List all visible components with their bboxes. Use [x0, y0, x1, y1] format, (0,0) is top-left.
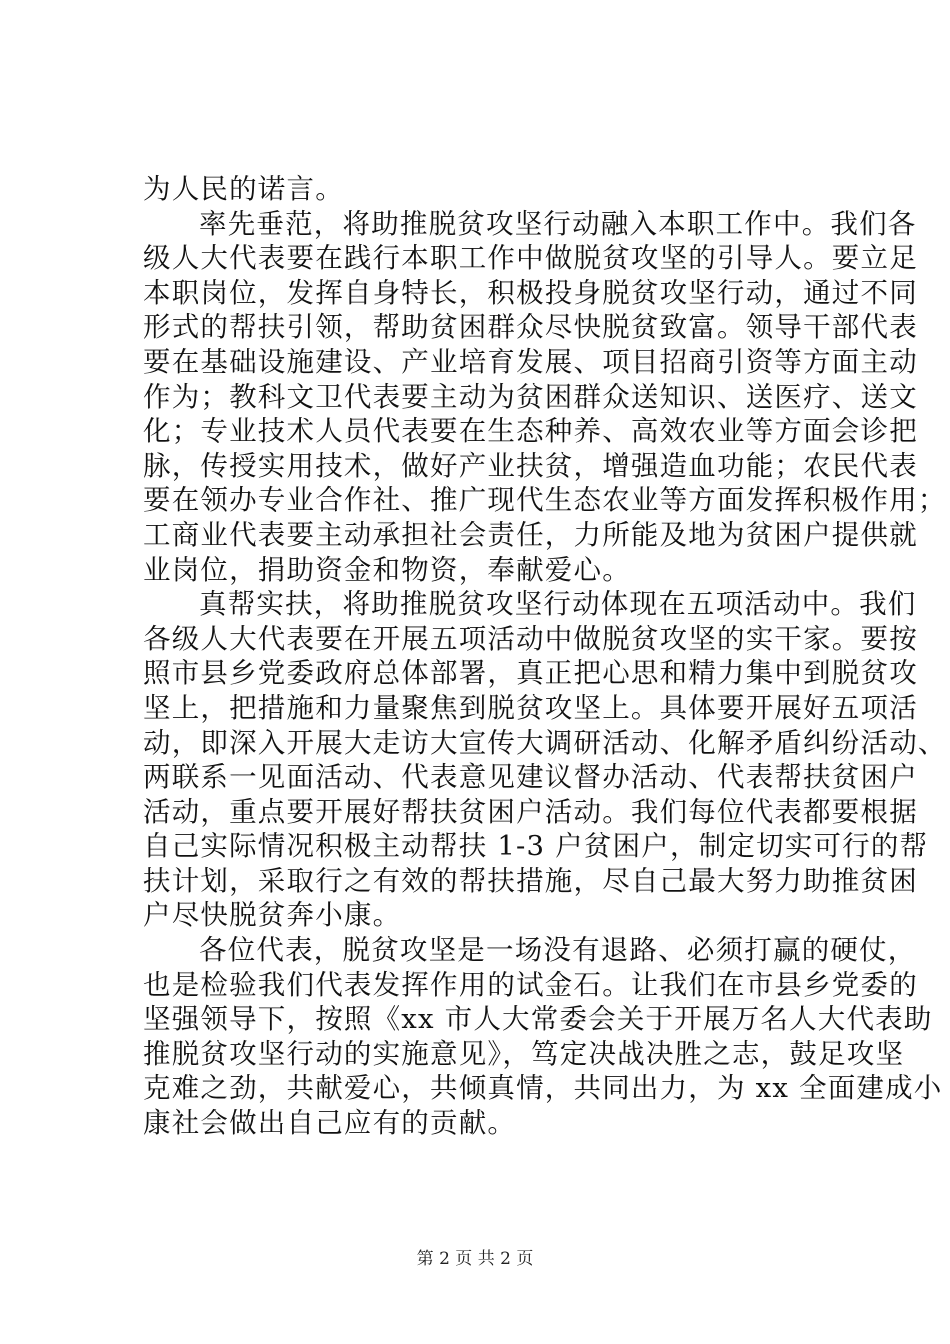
document-body	[143, 172, 947, 1141]
paragraph-first-line: 率先垂范，将助推脱贫攻坚行动融入本职工作中。我们各	[199, 207, 917, 240]
text-line: 级人大代表要在践行本职工作中做脱贫攻坚的引导人。要立足	[143, 242, 918, 275]
text-line: 作为；教科文卫代表要主动为贫困群众送知识、送医疗、送文	[143, 380, 918, 413]
text-line: 化；专业技术人员代表要在生态种养、高效农业等方面会诊把	[143, 415, 918, 448]
text-line: 工商业代表要主动承担社会责任，力所能及地为贫困户提供就	[143, 518, 918, 551]
text-line: 各级人大代表要在开展五项活动中做脱贫攻坚的实干家。要按	[143, 622, 918, 655]
text-line: 坚上，把措施和力量聚焦到脱贫攻坚上。具体要开展好五项活	[143, 691, 918, 724]
text-line: 业岗位，捐助资金和物资，奉献爱心。	[143, 553, 631, 586]
text-line: 照市县乡党委政府总体部署，真正把心思和精力集中到脱贫攻	[143, 657, 918, 690]
text-line: 本职岗位，发挥自身特长，积极投身脱贫攻坚行动，通过不同	[143, 276, 918, 309]
text-line: 康社会做出自己应有的贡献。	[143, 1107, 517, 1140]
page-number-footer: 第 2 页 共 2 页	[416, 1249, 534, 1269]
text-line: 要在领办专业合作社、推广现代生态农业等方面发挥积极作用；	[143, 484, 947, 517]
text-line: 形式的帮扶引领，帮助贫困群众尽快脱贫致富。领导干部代表	[143, 311, 918, 344]
text-line: 要在基础设施建设、产业培育发展、项目招商引资等方面主动	[143, 345, 918, 378]
text-line: 也是检验我们代表发挥作用的试金石。让我们在市县乡党委的	[143, 968, 918, 1001]
text-line: 活动，重点要开展好帮扶贫困户活动。我们每位代表都要根据	[143, 795, 918, 828]
text-line: 自己实际情况积极主动帮扶 1-3 户贫困户，制定切实可行的帮	[143, 830, 929, 863]
text-line: 克难之劲，共献爱心，共倾真情，共同出力，为 xx 全面建成小	[143, 1072, 943, 1105]
text-line: 脉，传授实用技术，做好产业扶贫，增强造血功能；农民代表	[143, 449, 918, 482]
paragraph-first-line: 真帮实扶，将助推脱贫攻坚行动体现在五项活动中。我们	[199, 588, 917, 621]
text-line: 两联系一见面活动、代表意见建议督办活动、代表帮扶贫困户	[143, 761, 918, 794]
paragraph-first-line: 各位代表，脱贫攻坚是一场没有退路、必须打赢的硬仗，	[199, 934, 917, 967]
text-line: 户尽快脱贫奔小康。	[143, 899, 402, 932]
text-line: 扶计划，采取行之有效的帮扶措施，尽自己最大努力助推贫困	[143, 864, 918, 897]
text-line: 动，即深入开展大走访大宣传大调研活动、化解矛盾纠纷活动、	[143, 726, 947, 759]
text-line: 推脱贫攻坚行动的实施意见》，笃定决战决胜之志，鼓足攻坚	[143, 1037, 905, 1070]
text-line: 为人民的诺言。	[143, 173, 344, 205]
text-line: 坚强领导下，按照《xx 市人大常委会关于开展万名人大代表助	[143, 1003, 933, 1036]
